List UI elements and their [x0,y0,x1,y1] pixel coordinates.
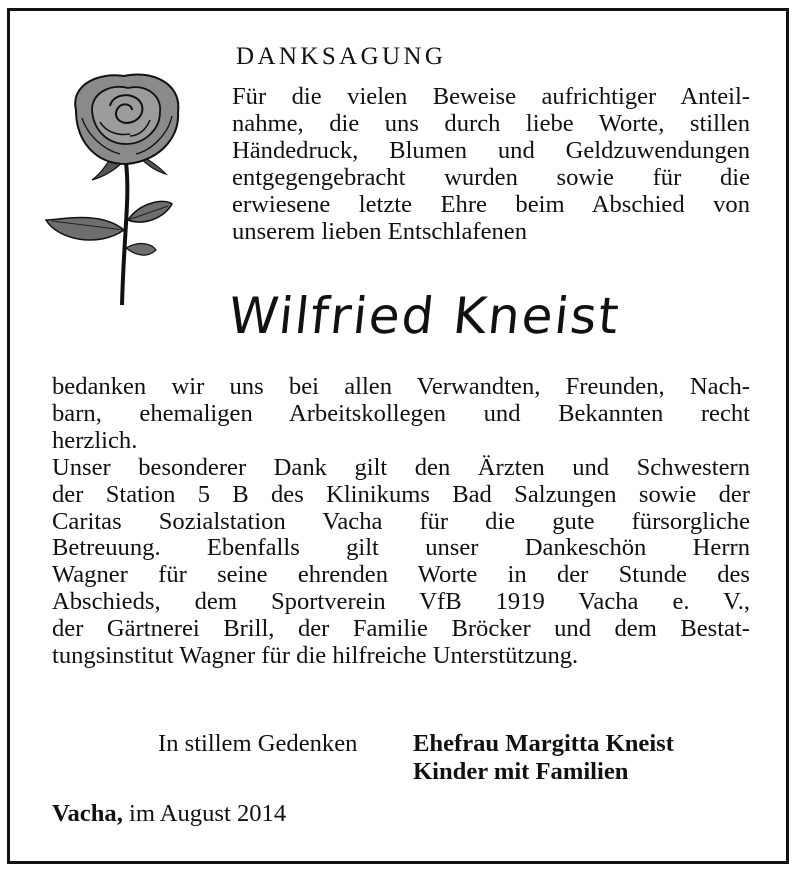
body-line: der Station 5 B des Klinikums Bad Salzungen sowie der [52,480,750,508]
body-line: Betreuung. Ebenfalls gilt unser Dankeschön Herrn [52,534,750,562]
intro-line: Für die vielen Beweise aufrichtiger Anteil- [232,83,750,110]
date: im August 2014 [129,800,287,827]
intro-line: erwiesene letzte Ehre beim Abschied von [232,190,750,218]
body-line: Unser besonderer Dank gilt den Ärzten und Schwestern [52,453,750,481]
signature-name: Ehefrau Margitta Kneist [413,730,674,757]
intro-paragraph [232,84,750,245]
body-paragraph [52,374,750,670]
intro-line: entgegengebracht wurden sowie für die [232,163,750,191]
body-line: Wagner für seine ehrenden Worte in der Stunde des [52,561,750,589]
rose-icon [40,70,200,305]
body-line: tungsinstitut Wagner für die hilfreiche Unterstützung. [52,642,579,670]
signature-name: Kinder mit Familien [413,758,629,785]
body-line: bedanken wir uns bei allen Verwandten, Freunden, Nach- [52,373,750,400]
intro-line: Händedruck, Blumen und Geldzuwendungen [232,136,750,164]
signature-names [413,730,674,786]
body-line: Caritas Sozialstation Vacha für die gute fürsorgliche [52,507,750,535]
body-line: der Gärtnerei Brill, der Familie Bröcker und dem Bestat- [52,615,750,643]
body-line: barn, ehemaligen Arbeitskollegen und Bekannten recht [52,399,750,427]
intro-line: unserem lieben Entschlafenen [232,217,528,245]
signature-label: In stillem Gedenken [158,730,358,757]
deceased-name: Wilfried Kneist [225,287,624,345]
place-date [52,800,286,828]
place: Vacha, [52,800,123,827]
intro-line: nahme, die uns durch liebe Worte, stillen [232,109,750,137]
notice-title: DANKSAGUNG [236,43,447,70]
body-line: Abschieds, dem Sportverein VfB 1919 Vacha e. V., [52,588,750,616]
body-line: herzlich. [52,426,138,454]
